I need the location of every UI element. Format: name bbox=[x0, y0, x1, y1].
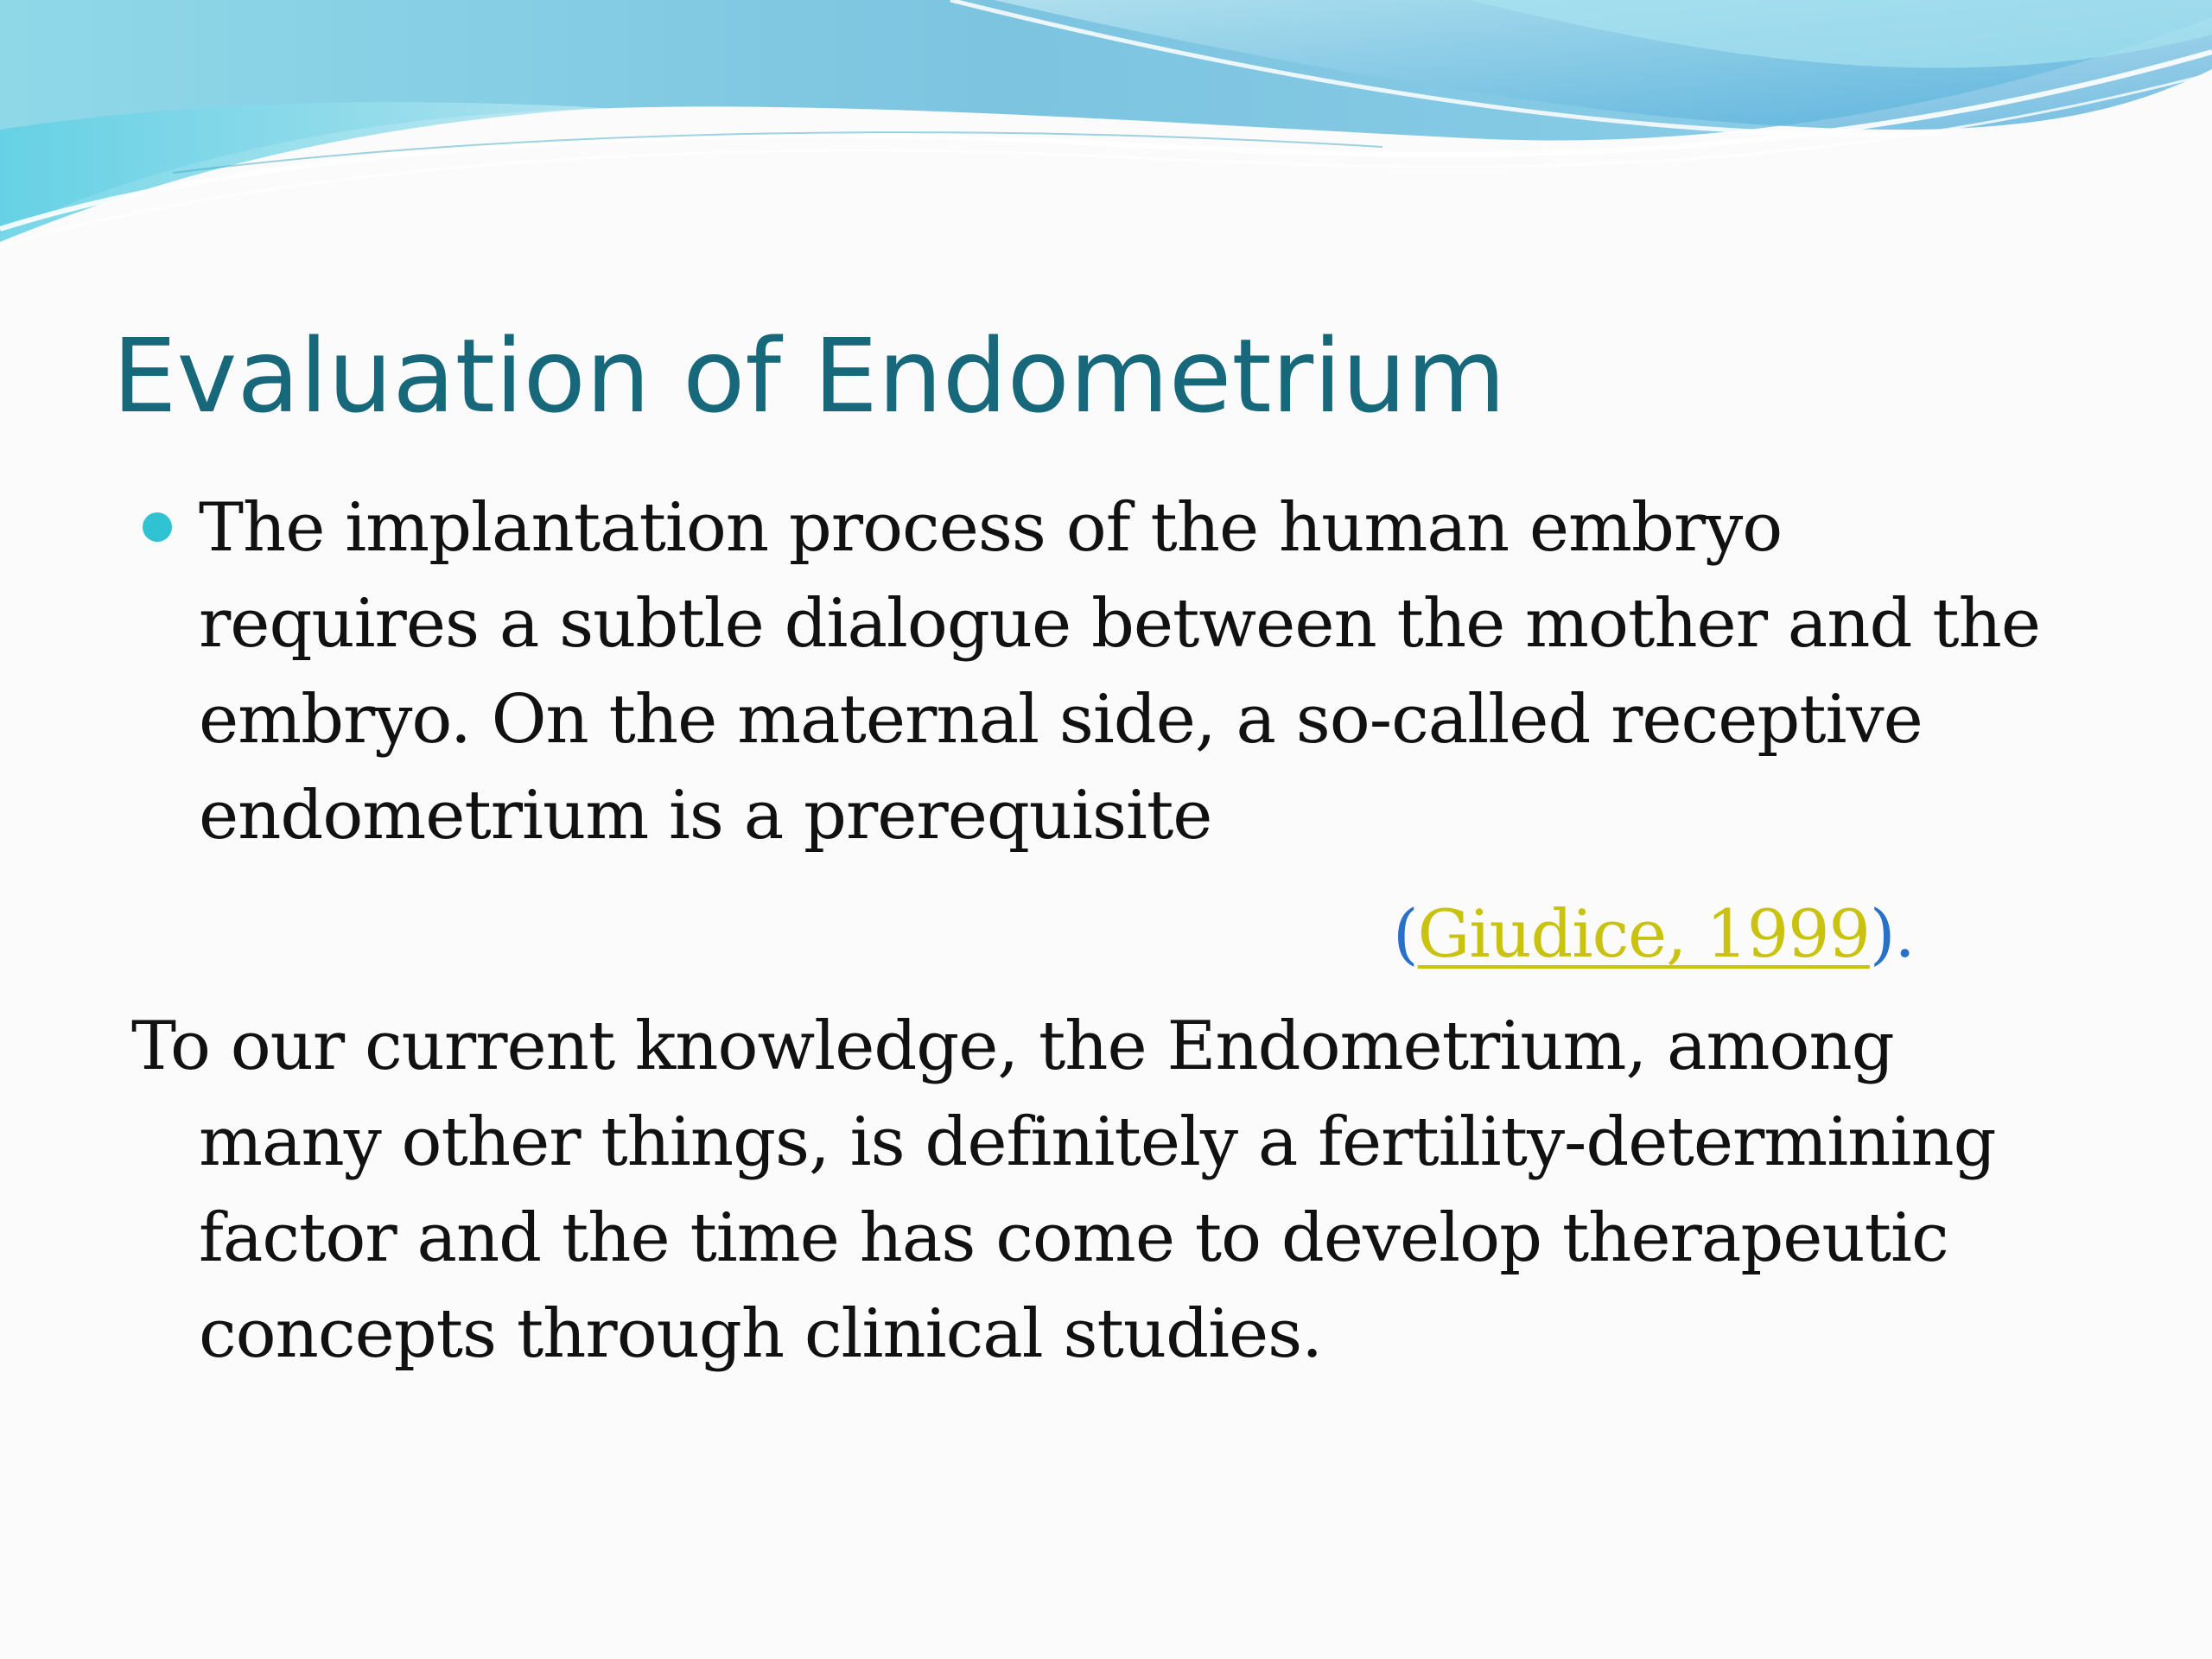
citation-link[interactable]: Giudice, 1999 bbox=[1417, 895, 1870, 972]
bullet-line: The implantation process of the human embryo bbox=[199, 489, 1783, 567]
bullet-line: endometrium is a prerequisite bbox=[199, 777, 1212, 855]
citation bbox=[1393, 886, 1915, 982]
slide-title: Evaluation of Endometrium bbox=[112, 316, 1506, 435]
bullet-line: embryo. On the maternal side, a so-called receptive bbox=[199, 681, 1923, 759]
citation-close-paren: ). bbox=[1869, 895, 1915, 972]
paragraph-line: factor and the time has come to develop therapeutic bbox=[199, 1199, 1948, 1277]
bullet-line: requires a subtle dialogue between the mother and the bbox=[199, 585, 2040, 663]
header-wave-decoration bbox=[0, 0, 2212, 276]
bullet-paragraph bbox=[199, 480, 2126, 864]
paragraph-line: concepts through clinical studies. bbox=[199, 1295, 1322, 1373]
paragraph-line: To our current knowledge, the Endometrium, among bbox=[131, 1007, 1894, 1085]
paragraph-line: many other things, is definitely a fertility-determining bbox=[199, 1103, 1996, 1181]
citation-open-paren: ( bbox=[1393, 895, 1418, 972]
bullet-icon bbox=[143, 512, 172, 542]
conclusion-paragraph bbox=[131, 999, 2119, 1382]
